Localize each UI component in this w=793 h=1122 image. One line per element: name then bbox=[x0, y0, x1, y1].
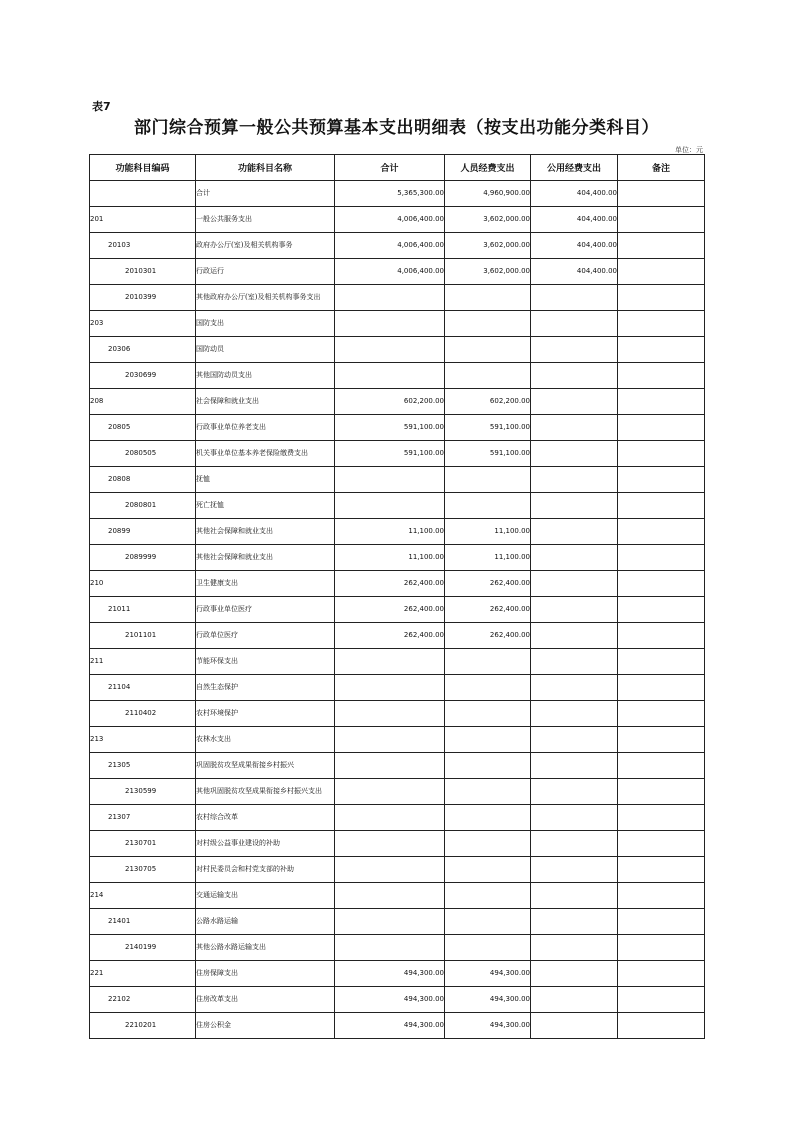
table-row bbox=[90, 857, 705, 883]
cell-note bbox=[618, 909, 705, 935]
cell-personnel bbox=[445, 467, 531, 493]
page-title: 部门综合预算一般公共预算基本支出明细表（按支出功能分类科目） bbox=[134, 118, 659, 138]
cell-code: 20103 bbox=[90, 233, 196, 259]
cell-code: 2080505 bbox=[90, 441, 196, 467]
table-row bbox=[90, 649, 705, 675]
table-row bbox=[90, 597, 705, 623]
table-row bbox=[90, 389, 705, 415]
cell-public bbox=[531, 493, 618, 519]
cell-note bbox=[618, 311, 705, 337]
cell-code: 21305 bbox=[90, 753, 196, 779]
cell-personnel: 494,300.00 bbox=[445, 987, 531, 1013]
cell-personnel: 591,100.00 bbox=[445, 415, 531, 441]
cell-public bbox=[531, 415, 618, 441]
cell-total: 4,006,400.00 bbox=[335, 233, 445, 259]
cell-name: 社会保障和就业支出 bbox=[196, 389, 335, 415]
cell-note bbox=[618, 675, 705, 701]
cell-public bbox=[531, 363, 618, 389]
cell-name: 国防支出 bbox=[196, 311, 335, 337]
table-row bbox=[90, 545, 705, 571]
table-row bbox=[90, 935, 705, 961]
header-name: 功能科目名称 bbox=[196, 155, 335, 181]
cell-note bbox=[618, 961, 705, 987]
cell-public bbox=[531, 571, 618, 597]
cell-total bbox=[335, 337, 445, 363]
cell-code: 2130701 bbox=[90, 831, 196, 857]
cell-personnel: 602,200.00 bbox=[445, 389, 531, 415]
cell-personnel bbox=[445, 753, 531, 779]
cell-code: 214 bbox=[90, 883, 196, 909]
cell-code: 20306 bbox=[90, 337, 196, 363]
header-row bbox=[90, 155, 705, 181]
cell-name: 抚恤 bbox=[196, 467, 335, 493]
cell-total: 5,365,300.00 bbox=[335, 181, 445, 207]
table-row bbox=[90, 467, 705, 493]
cell-note bbox=[618, 623, 705, 649]
cell-total bbox=[335, 831, 445, 857]
cell-note bbox=[618, 987, 705, 1013]
cell-total: 494,300.00 bbox=[335, 961, 445, 987]
cell-total bbox=[335, 467, 445, 493]
table-row bbox=[90, 883, 705, 909]
cell-total: 602,200.00 bbox=[335, 389, 445, 415]
cell-public: 404,400.00 bbox=[531, 259, 618, 285]
cell-code: 2101101 bbox=[90, 623, 196, 649]
table-row bbox=[90, 779, 705, 805]
cell-total bbox=[335, 493, 445, 519]
cell-name: 行政运行 bbox=[196, 259, 335, 285]
cell-total: 11,100.00 bbox=[335, 519, 445, 545]
table-row bbox=[90, 909, 705, 935]
cell-public bbox=[531, 727, 618, 753]
cell-name: 农村综合改革 bbox=[196, 805, 335, 831]
table-row bbox=[90, 181, 705, 207]
cell-total bbox=[335, 675, 445, 701]
cell-note bbox=[618, 545, 705, 571]
table-row bbox=[90, 259, 705, 285]
cell-name: 一般公共服务支出 bbox=[196, 207, 335, 233]
cell-code: 2010301 bbox=[90, 259, 196, 285]
cell-note bbox=[618, 597, 705, 623]
cell-total bbox=[335, 935, 445, 961]
cell-total bbox=[335, 649, 445, 675]
table-row bbox=[90, 831, 705, 857]
header-code: 功能科目编码 bbox=[90, 155, 196, 181]
cell-note bbox=[618, 935, 705, 961]
table-row bbox=[90, 571, 705, 597]
table-row bbox=[90, 701, 705, 727]
cell-code bbox=[90, 181, 196, 207]
cell-note bbox=[618, 883, 705, 909]
header-personnel: 人员经费支出 bbox=[445, 155, 531, 181]
cell-note bbox=[618, 415, 705, 441]
cell-public bbox=[531, 779, 618, 805]
cell-personnel: 262,400.00 bbox=[445, 597, 531, 623]
cell-name: 其他公路水路运输支出 bbox=[196, 935, 335, 961]
cell-note bbox=[618, 389, 705, 415]
cell-name: 机关事业单位基本养老保险缴费支出 bbox=[196, 441, 335, 467]
cell-code: 21401 bbox=[90, 909, 196, 935]
table-row bbox=[90, 363, 705, 389]
cell-personnel: 4,960,900.00 bbox=[445, 181, 531, 207]
cell-total bbox=[335, 909, 445, 935]
cell-name: 巩固脱贫攻坚成果衔接乡村振兴 bbox=[196, 753, 335, 779]
cell-name: 农林水支出 bbox=[196, 727, 335, 753]
cell-name: 公路水路运输 bbox=[196, 909, 335, 935]
cell-code: 2210201 bbox=[90, 1013, 196, 1039]
cell-note bbox=[618, 571, 705, 597]
cell-personnel: 591,100.00 bbox=[445, 441, 531, 467]
cell-public bbox=[531, 519, 618, 545]
budget-table bbox=[89, 154, 705, 1039]
cell-note bbox=[618, 1013, 705, 1039]
table-row bbox=[90, 987, 705, 1013]
header-public: 公用经费支出 bbox=[531, 155, 618, 181]
cell-name: 死亡抚恤 bbox=[196, 493, 335, 519]
cell-public bbox=[531, 675, 618, 701]
cell-code: 221 bbox=[90, 961, 196, 987]
cell-note bbox=[618, 233, 705, 259]
cell-personnel: 262,400.00 bbox=[445, 571, 531, 597]
table-row bbox=[90, 675, 705, 701]
cell-personnel bbox=[445, 909, 531, 935]
cell-public bbox=[531, 831, 618, 857]
cell-personnel: 494,300.00 bbox=[445, 1013, 531, 1039]
cell-name: 交通运输支出 bbox=[196, 883, 335, 909]
cell-code: 21011 bbox=[90, 597, 196, 623]
cell-total bbox=[335, 727, 445, 753]
table-body bbox=[90, 181, 705, 1039]
cell-note bbox=[618, 805, 705, 831]
cell-code: 210 bbox=[90, 571, 196, 597]
cell-code: 203 bbox=[90, 311, 196, 337]
cell-public bbox=[531, 805, 618, 831]
cell-code: 213 bbox=[90, 727, 196, 753]
table-row bbox=[90, 961, 705, 987]
cell-name: 住房保障支出 bbox=[196, 961, 335, 987]
table-row bbox=[90, 623, 705, 649]
cell-total bbox=[335, 883, 445, 909]
cell-name: 其他巩固脱贫攻坚成果衔接乡村振兴支出 bbox=[196, 779, 335, 805]
cell-name: 合计 bbox=[196, 181, 335, 207]
cell-code: 208 bbox=[90, 389, 196, 415]
cell-note bbox=[618, 181, 705, 207]
cell-total: 4,006,400.00 bbox=[335, 207, 445, 233]
cell-note bbox=[618, 467, 705, 493]
table-row bbox=[90, 337, 705, 363]
cell-public bbox=[531, 935, 618, 961]
table-row bbox=[90, 207, 705, 233]
cell-personnel bbox=[445, 831, 531, 857]
header-total: 合计 bbox=[335, 155, 445, 181]
cell-public: 404,400.00 bbox=[531, 207, 618, 233]
table-row bbox=[90, 441, 705, 467]
cell-personnel bbox=[445, 701, 531, 727]
cell-name: 其他政府办公厅(室)及相关机构事务支出 bbox=[196, 285, 335, 311]
cell-personnel bbox=[445, 285, 531, 311]
cell-name: 政府办公厅(室)及相关机构事务 bbox=[196, 233, 335, 259]
table-row bbox=[90, 1013, 705, 1039]
cell-public bbox=[531, 311, 618, 337]
cell-total: 494,300.00 bbox=[335, 1013, 445, 1039]
cell-public bbox=[531, 1013, 618, 1039]
cell-code: 2089999 bbox=[90, 545, 196, 571]
cell-personnel bbox=[445, 493, 531, 519]
cell-personnel bbox=[445, 779, 531, 805]
cell-public bbox=[531, 545, 618, 571]
cell-note bbox=[618, 727, 705, 753]
cell-public bbox=[531, 441, 618, 467]
cell-public bbox=[531, 987, 618, 1013]
cell-note bbox=[618, 493, 705, 519]
cell-personnel bbox=[445, 857, 531, 883]
table-row bbox=[90, 519, 705, 545]
cell-public bbox=[531, 909, 618, 935]
cell-personnel bbox=[445, 727, 531, 753]
cell-name: 自然生态保护 bbox=[196, 675, 335, 701]
cell-name: 其他国防动员支出 bbox=[196, 363, 335, 389]
cell-name: 对村民委员会和村党支部的补助 bbox=[196, 857, 335, 883]
cell-note bbox=[618, 779, 705, 805]
cell-public bbox=[531, 649, 618, 675]
cell-name: 卫生健康支出 bbox=[196, 571, 335, 597]
cell-note bbox=[618, 363, 705, 389]
cell-total bbox=[335, 753, 445, 779]
cell-personnel: 3,602,000.00 bbox=[445, 207, 531, 233]
cell-personnel bbox=[445, 363, 531, 389]
cell-note bbox=[618, 857, 705, 883]
cell-personnel: 3,602,000.00 bbox=[445, 259, 531, 285]
cell-name: 国防动员 bbox=[196, 337, 335, 363]
cell-total bbox=[335, 857, 445, 883]
table-row bbox=[90, 285, 705, 311]
cell-total bbox=[335, 779, 445, 805]
cell-public: 404,400.00 bbox=[531, 181, 618, 207]
cell-code: 2130599 bbox=[90, 779, 196, 805]
cell-total: 262,400.00 bbox=[335, 597, 445, 623]
cell-code: 21104 bbox=[90, 675, 196, 701]
cell-note bbox=[618, 259, 705, 285]
table-row bbox=[90, 233, 705, 259]
cell-note bbox=[618, 285, 705, 311]
cell-name: 住房改革支出 bbox=[196, 987, 335, 1013]
cell-name: 农村环境保护 bbox=[196, 701, 335, 727]
cell-total: 494,300.00 bbox=[335, 987, 445, 1013]
cell-note bbox=[618, 337, 705, 363]
cell-name: 其他社会保障和就业支出 bbox=[196, 545, 335, 571]
cell-total bbox=[335, 805, 445, 831]
cell-public bbox=[531, 961, 618, 987]
cell-code: 211 bbox=[90, 649, 196, 675]
cell-name: 行政事业单位医疗 bbox=[196, 597, 335, 623]
cell-personnel bbox=[445, 649, 531, 675]
cell-public bbox=[531, 337, 618, 363]
table-row bbox=[90, 493, 705, 519]
cell-public bbox=[531, 623, 618, 649]
cell-name: 行政单位医疗 bbox=[196, 623, 335, 649]
cell-total bbox=[335, 701, 445, 727]
cell-personnel bbox=[445, 337, 531, 363]
cell-public bbox=[531, 857, 618, 883]
cell-personnel: 262,400.00 bbox=[445, 623, 531, 649]
cell-code: 2140199 bbox=[90, 935, 196, 961]
cell-total bbox=[335, 363, 445, 389]
cell-code: 2080801 bbox=[90, 493, 196, 519]
cell-note bbox=[618, 649, 705, 675]
cell-code: 20805 bbox=[90, 415, 196, 441]
cell-personnel bbox=[445, 805, 531, 831]
cell-total: 591,100.00 bbox=[335, 415, 445, 441]
cell-note bbox=[618, 441, 705, 467]
cell-total bbox=[335, 311, 445, 337]
cell-personnel bbox=[445, 311, 531, 337]
table-row bbox=[90, 753, 705, 779]
cell-code: 2110402 bbox=[90, 701, 196, 727]
cell-code: 20899 bbox=[90, 519, 196, 545]
cell-code: 21307 bbox=[90, 805, 196, 831]
cell-personnel bbox=[445, 675, 531, 701]
unit-label: 单位：元 bbox=[675, 146, 703, 154]
cell-total: 262,400.00 bbox=[335, 623, 445, 649]
cell-total: 11,100.00 bbox=[335, 545, 445, 571]
cell-personnel: 11,100.00 bbox=[445, 545, 531, 571]
cell-personnel bbox=[445, 883, 531, 909]
cell-note bbox=[618, 701, 705, 727]
cell-name: 住房公积金 bbox=[196, 1013, 335, 1039]
cell-code: 2030699 bbox=[90, 363, 196, 389]
cell-personnel: 11,100.00 bbox=[445, 519, 531, 545]
cell-total bbox=[335, 285, 445, 311]
cell-note bbox=[618, 519, 705, 545]
cell-name: 行政事业单位养老支出 bbox=[196, 415, 335, 441]
cell-note bbox=[618, 753, 705, 779]
cell-public bbox=[531, 753, 618, 779]
cell-public bbox=[531, 883, 618, 909]
header-note: 备注 bbox=[618, 155, 705, 181]
cell-personnel: 494,300.00 bbox=[445, 961, 531, 987]
cell-code: 201 bbox=[90, 207, 196, 233]
table-label: 表7 bbox=[92, 100, 111, 113]
cell-total: 4,006,400.00 bbox=[335, 259, 445, 285]
cell-note bbox=[618, 207, 705, 233]
table-row bbox=[90, 311, 705, 337]
cell-public bbox=[531, 467, 618, 493]
cell-personnel bbox=[445, 935, 531, 961]
cell-public bbox=[531, 597, 618, 623]
cell-public: 404,400.00 bbox=[531, 233, 618, 259]
cell-public bbox=[531, 701, 618, 727]
table-row bbox=[90, 415, 705, 441]
cell-total: 591,100.00 bbox=[335, 441, 445, 467]
cell-personnel: 3,602,000.00 bbox=[445, 233, 531, 259]
cell-code: 2010399 bbox=[90, 285, 196, 311]
cell-public bbox=[531, 285, 618, 311]
table-row bbox=[90, 727, 705, 753]
cell-name: 其他社会保障和就业支出 bbox=[196, 519, 335, 545]
cell-note bbox=[618, 831, 705, 857]
table-row bbox=[90, 805, 705, 831]
cell-code: 22102 bbox=[90, 987, 196, 1013]
cell-code: 20808 bbox=[90, 467, 196, 493]
cell-code: 2130705 bbox=[90, 857, 196, 883]
cell-public bbox=[531, 389, 618, 415]
cell-name: 节能环保支出 bbox=[196, 649, 335, 675]
cell-name: 对村级公益事业建设的补助 bbox=[196, 831, 335, 857]
cell-total: 262,400.00 bbox=[335, 571, 445, 597]
